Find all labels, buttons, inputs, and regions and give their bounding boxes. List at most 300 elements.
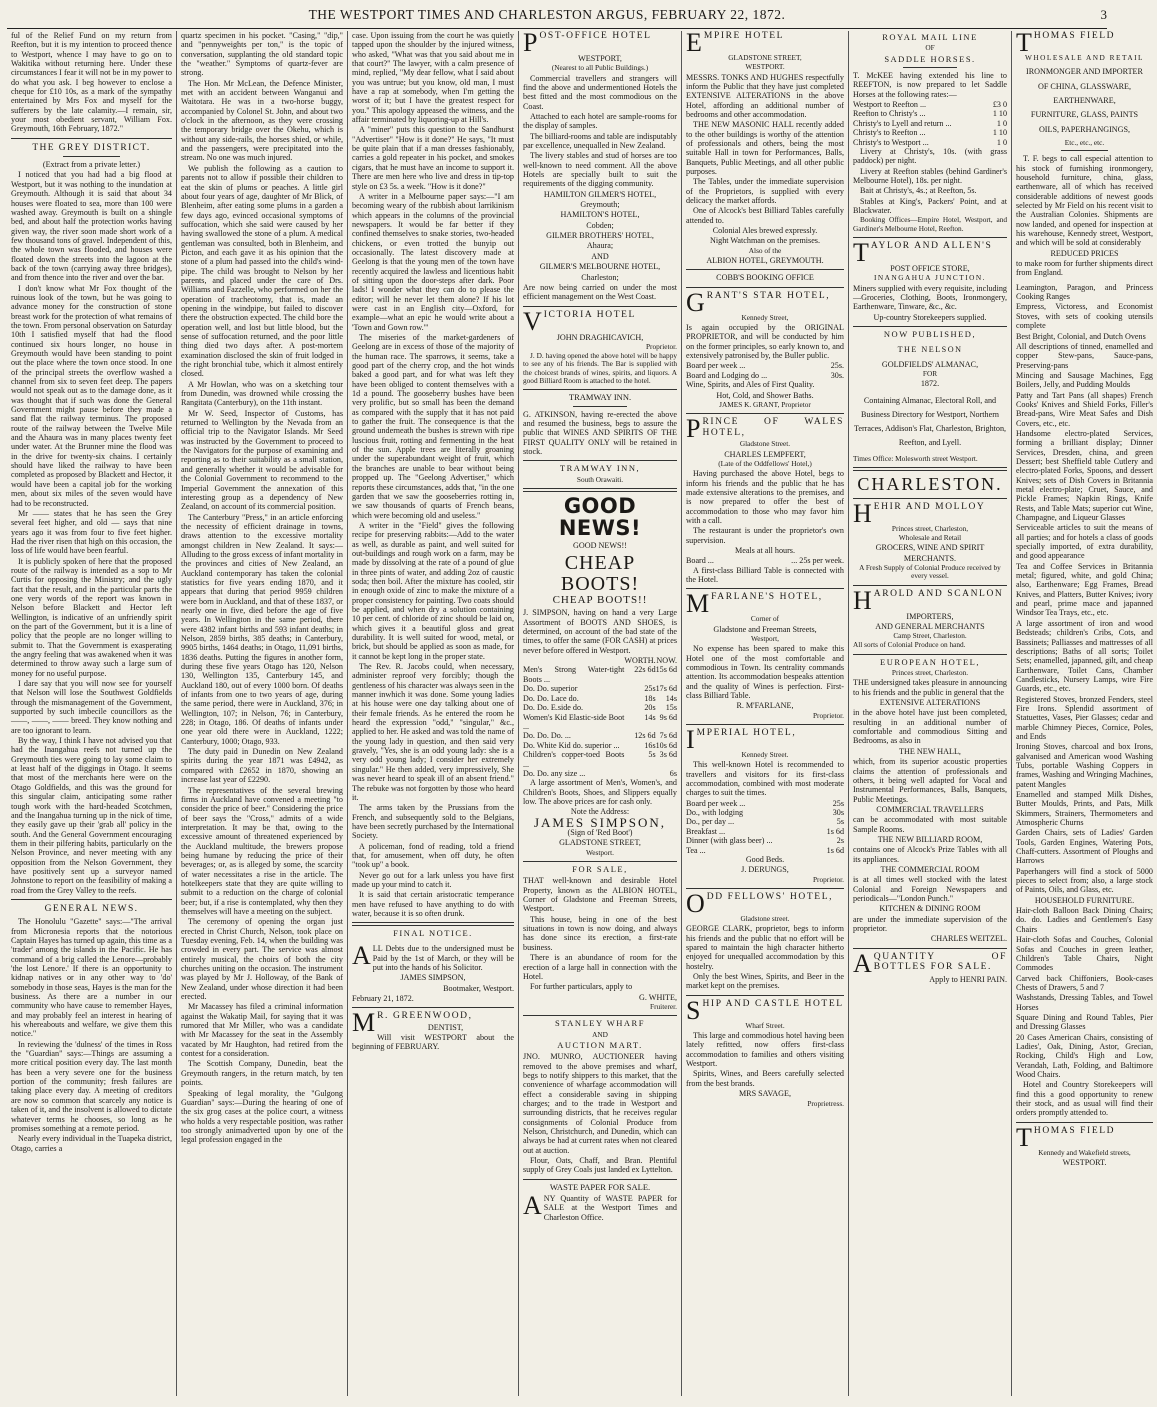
ad-subheading: Etc., etc., etc. bbox=[1064, 138, 1105, 148]
column-1 bbox=[7, 31, 177, 1396]
divider bbox=[63, 156, 119, 157]
prince-of-wales-heading: PRINCE OF WALES HOTEL, bbox=[686, 414, 844, 444]
taylor-allen-heading: TAYLOR AND ALLEN'S bbox=[853, 238, 993, 268]
household-furniture-heading: HOUSEHOLD FURNITURE. bbox=[1034, 895, 1135, 905]
dropcap: A bbox=[853, 948, 872, 978]
article-paragraph: I don't know what Mr Fox thought of the ruinous look of the town, but he was going to advance money for the construction of stone breast work for the protection of what remains of the town. From personal observation on Saturday 10th I satisfied myself that had the flood continued six hours longer, no house in Greymouth would have been standing to point out the place where the town once stood. In one of the principal streets the overflow washed a channel from six to seven feet deep. The papers would not speak out as to the damage done, as it was thought that if such was done the General Government might pause before they made a sand flat the railway terminus. The proposed route of the railway between the Twelve Mile and the Ahaura was in many places twenty feet under water. At the Brunner mine the flood was in the drive for twenty-six chains. I certainly should have liked the railway to have been completed as proposed by Blackett and Hector, it would have been a capital job for the working men, about six miles of the seven would have had to be reconstructed. bbox=[11, 283, 172, 508]
ad-paragraph: T. McKEE having extended his line to REEFTON, is now prepared to let Saddle Horses at the following rates:— bbox=[853, 70, 1007, 99]
divider bbox=[853, 467, 1007, 471]
royal-mail-heading: ROYAL MAIL LINE bbox=[882, 32, 978, 42]
divider bbox=[686, 413, 844, 414]
table-row: Board ... ... 25s per week. bbox=[686, 556, 844, 566]
page-number: 3 bbox=[1100, 7, 1107, 22]
dropcap: I bbox=[686, 725, 695, 754]
almanac-office: Times Office: Molesworth street Westport. bbox=[853, 453, 978, 463]
dropcap: M bbox=[352, 1008, 376, 1038]
ad-paragraph: A first-class Billiard Table is connected with the Hotel. bbox=[686, 565, 844, 585]
dropcap: T bbox=[1016, 1122, 1032, 1152]
divider bbox=[352, 1007, 514, 1008]
divider bbox=[686, 269, 844, 270]
imperial-price-table bbox=[686, 799, 844, 855]
ad-paragraph: T. F. begs to call especial attention to his stock of furnishing ironmongery, household furniture, china, glass, earthenware, all of which has received considerable additions of newest goods selected by Mr Field on his recent visit to the Australian Colonies. Shipments are now landed, and opened for inspection at his warehouse, Kennedy street, Westport, and which will be sold at considerably bbox=[1016, 154, 1153, 248]
list-item: Empress, Victoress, and Economist Stoves, with sets of cooking utensils complete bbox=[1016, 302, 1153, 331]
list-item: Hair-cloth Sofas and Couches, Colonial Sofas and Couches in green leather, Children's Table Chairs, Night Commodes bbox=[1016, 935, 1153, 973]
masthead bbox=[7, 5, 1107, 29]
grey-district-heading: THE GREY DISTRICT. bbox=[32, 142, 151, 153]
ad-line: Night Watchman on the premises. bbox=[710, 236, 820, 246]
news-paragraph: Nearly every individual in the Tuapeka district, Otago, carries a bbox=[11, 1134, 172, 1153]
greenwood-ad-subheading: DENTIST, bbox=[427, 1022, 464, 1032]
thomas-field-footer-heading: THOMAS FIELD bbox=[1016, 1122, 1116, 1152]
list-item: Handsome electro-plated Services, forming a brilliant display; Dinner Services, Dresden, china, and green Dessert; best Sheffield table Cutlery and electro-plated Forks, Spoons, and dessert Knives; sets of Dish Covers in Britannia metal electro-plate; Cruet, Sauce, and Pickle Frames; Napkin Rings, Knife Rests, and Table Mats; superior cut Wine, Champagne, and Liqueur Glasses bbox=[1016, 428, 1153, 523]
article-paragraph: By the way, I think I have not advised you that had the Inangahua reefs not turned up the Greymouth ties were going to lay some claim to at least half of the diggings in Otago. It seems that most of the merchants here were on the Otago Goldfields, and this was the ground for this singular claim, anticipating some rather tough work with the hard-headed Scotchmen, and the Inangahua turning up in the nick of time, they easily gave up their 'grab all' policy in the south. And the General Government encouraging them in their pilfering habits, particularly on the Nelson Province, and never meeting with any opposition from the Nelson Government, they have positively sent up a surveyor named Johnstone to report on the feasibility of making a road from the Grey Valley to the reefs. bbox=[11, 736, 172, 895]
column-2 bbox=[177, 31, 348, 1396]
ad-paragraph: THAT well-known and desirable Hotel Property, known as the ALBION HOTEL, Corner of Gladstone and Freeman Streets, Westport. bbox=[523, 876, 677, 914]
table-row: Do. Do. Lace do. 18s 14s bbox=[523, 693, 677, 703]
dropcap: S bbox=[686, 995, 701, 1025]
ad-subheading: Camp Street, Charleston. bbox=[893, 631, 967, 641]
ad-subheading: Wholesale and Retail bbox=[898, 532, 962, 542]
ad-paragraph: For further particulars, apply to bbox=[530, 982, 633, 992]
ad-paragraph: G. ATKINSON, having re-erected the above and resumed the business, begs to assure the public that WINES AND SPIRITS OF THE FIRST QUALITY ONLY will be retained in stock. bbox=[523, 409, 677, 457]
dropcap: P bbox=[523, 28, 538, 57]
final-notice-heading: FINAL NOTICE. bbox=[393, 927, 473, 938]
cheap-boots-headline: CHEAP BOOTS! bbox=[560, 552, 640, 596]
news-paragraph: The representatives of the several brewing firms in Auckland have convened a meeting "to consider the price of beer." Considering the price of beer says the "Cross," admits of a wide interpretation. It may be that, owing to the excessive amount of threatened experienced by the Auckland multitude, the brewers propose being humane by reducing the price of their beverages; or, as is alleged by some, the scarcity of water necessitates a rise in the article. The hotelkeepers state that they are quite willing to submit to a reduction on the charge of colonial beer; but, if a rise is contemplated, why then they themselves will have a meeting on the subject. bbox=[181, 785, 343, 916]
greenwood-ad-heading: M R. GREENWOOD, bbox=[352, 1008, 473, 1038]
board-price-table bbox=[686, 361, 844, 380]
ad-subheading: South Orawaiti. bbox=[576, 474, 624, 484]
ad-paragraph: No expense has been spared to make this Hotel one of the most comfortable and commodious in Town. Its centrality commands attention. Its accommodation bespeaks attention and the quality of Wines is perfection. First-class Billiard Table. bbox=[686, 644, 844, 701]
ad-line: Also of the bbox=[748, 245, 782, 255]
ad-paragraph: can be accommodated with most suitable Sample Rooms. bbox=[853, 815, 1007, 834]
ad-subheading: INANGAHUA JUNCTION. bbox=[873, 273, 986, 283]
grants-hotel-heading: GRANT'S STAR HOTEL, bbox=[686, 287, 831, 317]
heading-and: AND bbox=[592, 1029, 608, 1039]
boot-price-table bbox=[523, 656, 677, 778]
news-paragraph: The Rev. R. Jacobs could, when necessary, administer reproof very forcibly; though the gentleness of his character was always seen in the manner inwhich it was done. Some young ladies at his house were one day talking about one of their female friends. As he entered the room he heard the expression "odd," "singular," &c., applied to her. He asked and was told the name of the young lady in question, and then said very gravely, "Yes, she is an odd young lady: she is a very odd young lady; I consider her extremely singular." He then added, very impressively, She was never heard to speak ill of an absent friend." The rebuke was not forgotten by those who heard it. bbox=[352, 662, 514, 802]
column-4 bbox=[519, 28, 682, 1396]
divider bbox=[853, 498, 1007, 499]
ad-paragraph: A Fresh Supply of Colonial Produce received by every vessel. bbox=[859, 562, 1001, 581]
ad-line: Hot, Cold, and Shower Baths. bbox=[716, 390, 814, 400]
ad-paragraph: Hotel and Country Storekeepers will find this a good opportunity to renew their stock, and as usual will find their orders promptly attended to. bbox=[1016, 1080, 1153, 1118]
dropcap: H bbox=[853, 585, 872, 615]
thomas-field-heading: THOMAS FIELD bbox=[1016, 28, 1116, 57]
post-office-hotel-heading: POST-OFFICE HOTEL bbox=[523, 28, 652, 57]
final-notice-date: February 21, 1872. bbox=[352, 993, 414, 1003]
ad-subheading: Kennedy and Wakefield streets, bbox=[1038, 1147, 1131, 1157]
list-item: Registered Stoves, bronzed Fenders, steel Fire Irons. Splendid assortment of Statuettes, Vases, Pier Glasses; cedar and marble Chimney Pieces, Cornice, Poles, and Ends bbox=[1016, 694, 1153, 741]
ad-paragraph: Attached to each hotel are sample-rooms for the display of samples. bbox=[523, 112, 677, 131]
news-paragraph: The ceremony of opening the organ just erected in Christ Church, Nelson, took place on Tuesday evening, Feb. 14, when the building was crowded in every part. The service was almost entirely musical, the choirs of both the city churches uniting on the occasion. The instrument was played by Mr J. Holloway, of the Bank of New Zealand, under whose direction it had been erected. bbox=[181, 917, 343, 1002]
proprietor-note: (Late of the Oddfellows' Hotel,) bbox=[718, 458, 812, 468]
table-row: Christy's to Reefton ... 1 10 bbox=[853, 128, 1007, 138]
news-paragraph: Never go out for a lark unless you have first made up your mind to catch it. bbox=[352, 870, 514, 889]
ad-signature-title: Proprietor. bbox=[812, 874, 844, 884]
divider bbox=[523, 306, 677, 307]
list-item: Patty and Tart Pans (all shapes) French Cooks' Knives and Shield Forks, Filler's Bread-pans, Wire Meat Safes and Dish Covers, etc., etc. bbox=[1016, 390, 1153, 428]
oddfellows-hotel-heading: ODD FELLOWS' HOTEL, bbox=[686, 889, 834, 919]
ad-paragraph: J. D. having opened the above hotel will be happy to see any of his friends. The Bar is supplied with the choicest brands of wines, spirits, and liquors. A good Billiard Room is attached to the hotel. bbox=[523, 351, 677, 386]
divider bbox=[523, 1015, 677, 1016]
hotel-location: Charleston; bbox=[581, 272, 619, 282]
news-paragraph: A Mr Howlan, who was on a sketching tour from Dunedin, was drowned while crossing the Rangitata (Canterbury), on the 11th instant. bbox=[181, 379, 343, 408]
newspaper-page bbox=[7, 5, 1153, 1397]
heading-of: OF bbox=[925, 43, 935, 53]
list-item: Hair-cloth Balloon Back Dining Chairs; do. do. Ladies and Gentlemen's Easy Chairs bbox=[1016, 906, 1153, 934]
divider bbox=[903, 67, 957, 68]
ad-feature: THE COMMERCIAL ROOM bbox=[880, 864, 980, 874]
ad-feature: THE NEW BILLIARD ROOM, bbox=[877, 834, 983, 844]
ad-paragraph: Are now being carried on under the most efficient management on the West Coast. bbox=[523, 282, 677, 302]
ad-paragraph: Livery at Reefton stables (behind Gardiner's Melbourne Hotel), 18s. per night. bbox=[853, 166, 1007, 186]
divider bbox=[686, 287, 844, 288]
almanac-year: 1872. bbox=[920, 379, 940, 389]
ad-paragraph: Livery at Christy's, 10s. (with grass paddock) per night. bbox=[853, 147, 1007, 166]
ad-signature: G. WHITE, bbox=[639, 992, 677, 1002]
table-row: Women's Kid Elastic-side Boot ... 14s 9s 6d bbox=[523, 712, 677, 731]
table-row: Do. White Kid do. superior ... 16s 10s 6d bbox=[523, 740, 677, 750]
ad-paragraph: Spirits, Wines, and Beers carefully selected from the best brands. bbox=[686, 1069, 844, 1088]
ad-feature: COMMERCIAL TRAVELLERS bbox=[876, 804, 984, 814]
table-row: Breakfast ... 1s 6d bbox=[686, 826, 844, 836]
ad-paragraph: The restaurant is under the proprietor's own supervision. bbox=[686, 526, 844, 545]
divider bbox=[523, 460, 677, 461]
table-row: Reefton to Christy's ... 1 10 bbox=[853, 109, 1007, 119]
proprietor-name: CHARLES LEMPFERT, bbox=[724, 449, 806, 459]
ad-paragraph: Only the best Wines, Spirits, and Beer in the market kept on the premises. bbox=[686, 972, 844, 991]
ad-paragraph: GEORGE CLARK, proprietor, begs to inform his friends and the public that no effort will be spared to maintain the high character hitherto enjoyed for unequalled accommodation by this hostelry. bbox=[686, 924, 844, 971]
greenwood-ad-body: Will visit WESTPORT about the beginning of FEBRUARY. bbox=[352, 1033, 514, 1052]
ad-paragraph: J. SIMPSON, having on hand a very Large Assortment of BOOTS AND SHOES, is determined, on account of the bad state of the times, to offer the same (FOR CASH) at prices never before offered in Westport. bbox=[523, 608, 677, 655]
cobbs-heading: COBB'S BOOKING OFFICE bbox=[716, 273, 814, 283]
ad-feature: EXTENSIVE ALTERATIONS bbox=[879, 698, 981, 708]
final-notice-body: ALL Debts due to the undersigned must be Paid by the 1st of March, or they will be put into the hands of his Solicitor. bbox=[352, 941, 514, 972]
masthead-title: THE WESTPORT TIMES AND CHARLESTON ARGUS, FEBRUARY 22, 1872. bbox=[308, 7, 786, 22]
ad-paragraph: All sorts of Colonial Produce on hand. bbox=[853, 640, 966, 650]
dropcap: A bbox=[523, 1190, 542, 1220]
stanley-wharf-heading: STANLEY WHARF bbox=[555, 1018, 645, 1029]
table-row: Westport to Reefton ... £3 0 bbox=[853, 100, 1007, 110]
ad-paragraph: THE undersigned takes pleasure in announcing to his friends and the public in general that the bbox=[853, 678, 1007, 697]
ad-signature: J. DERUNGS, bbox=[741, 865, 789, 875]
harold-scanlon-heading: HAROLD AND SCANLON bbox=[853, 585, 1004, 615]
hotel-location: Cobden; bbox=[586, 220, 614, 230]
cheap-boots-sub: CHEAP BOOTS!! bbox=[552, 594, 648, 607]
divider bbox=[853, 948, 1007, 949]
ad-feature: THE NEW HALL, bbox=[899, 746, 961, 756]
letter-paragraph: ful of the Relief Fund on my return from Reefton, but it is my intention to proceed thence to Westport, whence I may have to go on to Wakitika without returning here. Under these circumstances I fear it will not be in my power to do what you ask. I beg however to enclose a cheque for £10 10s, as a mark of the sympathy entertained by Mrs Fox and myself for the sufferers by the late calamity.—I remain, sir, your most obedient servant, William Fox. Greymouth, 16th February, 1872." bbox=[11, 31, 172, 134]
ad-subheading: WESTPORT. bbox=[745, 62, 785, 72]
article-paragraph: I noticed that you had had a big flood at Westport, but it was nothing to the inundation at Greymouth. Although it is said that about 34 houses were floated to sea, more than 100 were washed away. Greymouth is built on a shingle bed, and about half the protection works having given way, the river soon made short work of a few thousand tons of gravel. Independent of this, the whole town was flooded, and houses were floated down the streets into the lagoon at the back of the town (carrying away three bridges), and from thence into the river and over the bar. bbox=[11, 170, 172, 283]
ad-paragraph: Stables at King's, Packers' Point, and at Blackwater. bbox=[853, 196, 1007, 216]
ad-paragraph: This large and commodious hotel having been lately refitted, now offers first-class accommodation to families and others visiting Westport. bbox=[686, 1031, 844, 1069]
list-item: Tea and Coffee Services in Britannia metal; figured, white, and gold China; also, Earthenware; Egg Frames, Bread Knives, and Platters, Butter Knives; ivory and pearl, prime mace and japanned Windsor Tea Trays, etc., etc. bbox=[1016, 561, 1153, 618]
dropcap: G bbox=[686, 287, 705, 317]
ad-paragraph: There is an abundance of room for the erection of a large hall in connection with the Hotel. bbox=[523, 953, 677, 981]
ad-paragraph: THE NEW MASONIC HALL recently added to the other buildings is worthy of the attention of professionals and others, being the most suitable Hall in town for Performances, Balls, Banquets, Public Meetings, and all other public purposes. bbox=[686, 120, 844, 177]
ad-paragraph: JNO. MUNRO, AUCTIONEER having removed to the above premises and wharf, begs to notify shippers to this market, that the convenience of wharfage accommodation will effect a considerable saving in shipping charges; and to the trade in Westport and surrounding districts, that he receives regular consignments of Colonial Produce from Nelson, Christchurch, and Dunedin, which can always be had at current rates when not cleared out at auction. bbox=[523, 1052, 677, 1155]
ad-signature-title: Proprietress. bbox=[807, 1098, 844, 1108]
ad-subheading: IMPORTERS, bbox=[906, 611, 954, 621]
ad-subheading: MERCHANTS. bbox=[903, 553, 957, 563]
list-item: Leamington, Paragon, and Princess Cooking Ranges bbox=[1016, 282, 1153, 302]
grey-district-subheading: (Extract from a private letter.) bbox=[42, 160, 141, 170]
european-hotel-heading: EUROPEAN HOTEL, bbox=[880, 656, 980, 667]
divider bbox=[686, 995, 844, 996]
table-row: Do. Do. any size ... 6s bbox=[523, 768, 677, 778]
ad-subheading: POST OFFICE STORE, bbox=[890, 264, 970, 274]
ad-subheading: OILS, PAPERHANGINGS, bbox=[1038, 124, 1131, 134]
news-paragraph: Mr Macassey has filed a criminal information against the Wakatip Mail, for saying that it was rumored that Mr Miller, who was a candidate with Mr Macassey for the seat in the Assembly vacated by Mr Haughton, had retired from the contest for a consideration. bbox=[181, 1002, 343, 1059]
dropcap: T bbox=[1016, 28, 1032, 57]
ad-feature: KITCHEN & DINING ROOM bbox=[879, 904, 981, 914]
ad-subheading: WESTPORT, bbox=[578, 54, 622, 63]
news-paragraph: The Scottish Company, Dunedin, beat the Greymouth rangers, in the return match, by ten points. bbox=[181, 1059, 343, 1088]
list-item: Paperhangers will find a stock of 5000 pieces to select from; also, a large stock of Paints, Oils, and Glass, etc. bbox=[1016, 866, 1153, 895]
ad-subheading: Princes street, Charleston. bbox=[891, 668, 969, 678]
hotel-and: AND bbox=[591, 251, 609, 261]
good-news-sub: GOOD NEWS!! bbox=[573, 540, 627, 550]
for-sale-heading: FOR SALE, bbox=[572, 864, 628, 875]
column-6 bbox=[849, 31, 1012, 1396]
article-paragraph: Mr —— states that he has seen the Grey several feet higher, and old — says that nine years ago it was from four to five feet higher. Had the river risen that high on this occasion, the loss of life would have been fearful. bbox=[11, 508, 172, 556]
ad-line: Meals at all hours. bbox=[734, 545, 796, 555]
dropcap: M bbox=[686, 589, 710, 619]
column-container bbox=[7, 28, 1153, 1396]
tramway-inn-heading: TRAMWAY INN, bbox=[559, 463, 641, 474]
divider bbox=[853, 654, 1007, 655]
list-item: All descriptions of tinned, enamelled and copper Stew-pans, Sauce-pans, Preserving-pans bbox=[1016, 341, 1153, 370]
list-item: A large assortment of iron and wood Bedsteads; children's Cribs, Cots, and Bassinets; Palliasses and mattresses of all descriptions; Baths of all sorts; Toilet Sets; enamelled, japanned, gilt, and cheap Earthenware, Toilet Cans, Chamber Candlesticks, Nursery Lamps, wire Fire Guards, etc., etc. bbox=[1016, 618, 1153, 694]
ship-castle-heading: SHIP AND CASTLE HOTEL bbox=[686, 995, 844, 1025]
news-paragraph: We publish the following as a caution to parents not to allow if possible their children to eat the skin of plums or peaches. A little girl about four years of age, daughter of Mr Blick, of Blenheim, after eating some plums in a garden a few days ago, evinced occasional symptoms of suffocation, which she said were caused by her having swallowed the stone of a plum. A medical gentleman was consulted, both in Blenheim, and Picton, and each gave it as his opinion that the stone of a plum had passed into the child's wind-pipe. The child was brought to Nelson by her parents, and placed under the care of Drs. Williams and Fazzelle, who performed on her the operation of tracheotomy, that is, made an opening in the windpipe, but failed to discover there the obstruction expected. The child bore the operation well, and lost but little blood, but the sense of suffocation returned, and the poor little thing died two days after. A post-mortem examination disclosed the skin of fruit lodged in the right bronchial tube, which it almost entirely closed. bbox=[181, 163, 343, 379]
ad-subheading: (Nearest to all Public Buildings.) bbox=[551, 63, 649, 73]
table-row: Tea ... 1s 6d bbox=[686, 845, 844, 855]
list-item: Garden Chairs, sets of Ladies' Garden Tools, Garden Engines, Watering Pots, Chaff-cutters. Assortment of Ploughs and Harrows bbox=[1016, 828, 1153, 866]
list-item: Best Bright, Colonial, and Dutch Ovens bbox=[1016, 331, 1146, 341]
table-row: Board per week ... 25s. bbox=[686, 361, 844, 371]
reduced-prices: REDUCED PRICES bbox=[1050, 248, 1119, 258]
board-price-table bbox=[686, 556, 844, 565]
ad-subheading: FURNITURE, GLASS, PAINTS bbox=[1030, 110, 1139, 120]
ad-paragraph: Is again occupied by the ORIGINAL PROPRIETOR, and will be conducted by him on the former principles, so early known to, and extensively patronised by, the Buller public. bbox=[686, 323, 844, 361]
ad-paragraph: This well-known Hotel is recommended to travellers and visitors for its first-class accommodation, combined with most moderate charges to suit the times. bbox=[686, 760, 844, 798]
imperial-hotel-heading: IMPERIAL HOTEL, bbox=[686, 725, 797, 754]
dropcap: E bbox=[686, 28, 702, 57]
divider bbox=[11, 899, 172, 900]
divider bbox=[523, 1179, 677, 1180]
list-item: Carved back Chiffoniers, Book-cases Chests of Drawers, 5 and 7 bbox=[1016, 973, 1153, 992]
hotel-name: GILMER BROTHERS' HOTEL, bbox=[546, 231, 654, 241]
good-news-headline: GOOD NEWS! bbox=[558, 493, 642, 540]
proprietor-title: Proprietor. bbox=[645, 341, 677, 351]
ad-subheading: Wharf Street. bbox=[745, 1020, 785, 1030]
mfarlanes-hotel-heading: MFARLANE'S HOTEL, bbox=[686, 589, 823, 619]
news-paragraph: case. Upon issuing from the court he was quietly tapped upon the shoulder by the injured witness, who asked, "What was that you said about me in that court?" The lawyer, with a calm presence of mind, replied, "My dear fellow, what I said about you was untrue; but you know, old man, I must have a rap at somebody, when I'm getting the worst of it; but I have the greatest respect for you." This apology appeased the witness, and the affair terminated by liquoring-up at Hill's. bbox=[352, 31, 514, 125]
hotel-location: Greymouth; bbox=[580, 200, 620, 210]
auction-mart-heading: AUCTION MART. bbox=[557, 1039, 643, 1050]
news-paragraph: The Canterbury "Press," in an article enforcing the necessity of efficient drainage in towns, draws attention to the excessive mortality amongst children in New Zealand. It says:—Alluding to the gross excess of infant mortality in the provinces and cities of New Zealand, an Auckland contemporary has taken the colonial statistics for five years ending 1870, and it appears that during that period 9959 children were born in Auckland, and that of these 1837, or nearly one in five, died before the age of five years. In Wellington in the same period, there were 4382 infant births and 593 infant deaths; in Nelson, 2859 births, 385 deaths; in Canterbury, 9905 births, 1464 deaths; in Otago, 11,091 births, 1836 deaths. Putting the figures in another form, during these five years Otago has 120, Nelson 130, Wellington 135, Canterbury 145, and Auckland 180, out of every 1000 born. Of deaths of infants from one to two years of age, during the same period, there were in Auckland, 376; in Wellington, 107; in Nelson, 76; in Canterbury, 228; in Otago, 186. Of deaths of infants under one year old there were in Auckland, 1222; Canterbury, 1000; Otago, 933. bbox=[181, 512, 343, 746]
news-paragraph: The arms taken by the Prussians from the French, and subsequently sold to the Belgians, have been secretly purchased by the International Society. bbox=[352, 803, 514, 841]
horse-rates-table bbox=[853, 100, 1007, 147]
list-item: Square Dining and Round Tables, Pier and Dressing Glasses bbox=[1016, 1012, 1153, 1032]
saddle-horses-heading: SADDLE HORSES. bbox=[884, 53, 976, 64]
bottles-heading: AQUANTITY OF BOTTLES FOR SALE. bbox=[853, 948, 1007, 978]
news-paragraph: It is said that certain aristocratic temperance men have refused to have anything to do with water, because it is so often drunk. bbox=[352, 890, 514, 918]
divider bbox=[686, 724, 844, 725]
divider bbox=[573, 406, 627, 407]
almanac-the-nelson: THE NELSON bbox=[897, 345, 963, 355]
ad-paragraph: Commercial travellers and strangers will find the above and undermentioned Hotels the best fitted and the most commodious on the Coast. bbox=[523, 73, 677, 111]
albion-hotel-heading: ALBION HOTEL, GREYMOUTH. bbox=[706, 256, 824, 266]
ad-paragraph: A large assortment of Men's, Women's, and Children's Boots, Shoes, and Slippers equally low. The above prices are for cash only. bbox=[523, 778, 677, 807]
table-row: Do., with lodging 30s bbox=[686, 808, 844, 818]
table-row: Men's Strong Water-tight Boots ... 22s 6d 15s 6d bbox=[523, 665, 677, 684]
ad-subheading: OF CHINA, GLASSWARE, bbox=[1038, 81, 1131, 91]
ad-paragraph: The billiard-rooms and table are indisputably par excellence, unequalled in New Zealand. bbox=[523, 131, 677, 151]
divider bbox=[853, 585, 1007, 586]
almanac-for: FOR bbox=[922, 369, 938, 379]
ad-subheading: EARTHENWARE, bbox=[1053, 95, 1116, 105]
list-item: Mincing and Sausage Machines, Egg Boilers, Jelly, and Pudding Moulds bbox=[1016, 370, 1153, 390]
list-item: Enamelled and stamped Milk Dishes, Butter Moulds, Prints, and Pats, Milk Skimmers, Strainers, Thermometers and Atmospheric Churns bbox=[1016, 790, 1153, 828]
table-row: Christy's to Westport ... 1 0 bbox=[853, 137, 1007, 147]
hotel-location: Ahaura; bbox=[586, 241, 614, 251]
ad-paragraph: in the above hotel have just been completed, resulting in an additional number of comfortable and commodious Sitting and Bedrooms, as also in bbox=[853, 708, 1007, 746]
table-row: Board and Lodging do ... 30s. bbox=[686, 370, 844, 380]
address-town: Westport. bbox=[586, 847, 614, 857]
ad-signature: R. M'FARLANE, bbox=[736, 701, 794, 711]
dropcap: T bbox=[853, 238, 869, 268]
ad-subheading: Gladstone street. bbox=[740, 914, 790, 924]
table-row: Do. Do. superior 25s 17s 6d bbox=[523, 684, 677, 694]
dropcap: P bbox=[686, 414, 701, 444]
charleston-section-heading: CHARLESTON. bbox=[857, 473, 1003, 494]
ad-paragraph: Flour, Oats, Chaff, and Bran. Plentiful supply of Grey Coals just landed ex Lyttelton. bbox=[523, 1155, 677, 1175]
news-paragraph: Mr W. Seed, Inspector of Customs, has returned to Wellington by the Nevada from an official trip to the Navigator Islands. Mr Seed was instructed by the Government to proceed to the Navigators for the purpose of examining and reporting as to their suitability as a small station, and generally whether it would be advisable for the Colonial Government to recommend to the Imperial Government the annexation of this interesting group as a dependency of New Zealand, on account of its commercial position. bbox=[181, 408, 343, 512]
ad-subheading: WHOLESALE AND RETAIL bbox=[1025, 53, 1144, 62]
news-paragraph: A writer in the "Field" gives the following recipe for preserving rabbits:—Add to the water as well, as durable as paint, and well suited for out-buildings and rough work on a farm, may be made by dissolving at the rate of a pound of glue in three pints of water, and adding 2oz of caustic soda; then boil. After the mixture has cooled, stir in enough oxide of zinc to make the mixture of a proper consistency for painting. Two coats should be applied, and when dry a solution containing 10 per cent. of chloride of zinc should be laid on, which gives it a beautiful gloss and great durability. It is well suited for wood, metal, or brick, but should be applied as soon as made, for it cannot be kept long in the proper state. bbox=[352, 520, 514, 661]
news-paragraph: The Hon. Mr McLean, the Defence Minister, met with an accident between Wanganui and Waitotara. He was in a two-horse buggy, accompanied by Colonel St. John, and about two o'clock in the afternoon, as they were crossing the temporary bridge over the Okehu, which is without any side-rails, the horses shied, or while, and the passengers, were precipitated into the stream. No one was much injured. bbox=[181, 78, 343, 163]
list-item: Ironing Stoves, charcoal and box Irons, galvanised and American wood Washing Tubs, portable Washing Coppers in frames, Washing and Wringing Machines, patent Mangles bbox=[1016, 742, 1153, 789]
ad-signature: CHARLES WEITZEL. bbox=[930, 934, 1007, 944]
divider bbox=[686, 588, 844, 589]
tramway-inn-heading: TRAMWAY INN. bbox=[568, 392, 632, 403]
news-paragraph: The miseries of the market-gardeners of Geelong are in excess of those of the majority of the human race. The sparrows, it seems, take a good part of the cherry crop, and the hot winds baked a good part, and for what was left they have been obliged to content themselves with a 1d a pound. The gooseberry bushes have been very prolific, but so small has been the demand as compared with the supply that it has not paid to gather the fruit. The consequence is that the ground underneath the bushes is strewn with ripe luscious fruit, rotting and fermenting in the heat of the sun. Apple trees are literally groaning under the superabundant weight of fruit, which the branches are unable to bear without being propped up. The "Geelong Advertiser," which reports these circumstances, adds that, "in the one garden that we saw the gooseberries rotting in, we saw thousands of quarts of French beans, which were becoming old and useless." bbox=[352, 333, 514, 520]
news-paragraph: The Honolulu "Gazette" says:—"The arrival from Micronesia reports that the notorious Captain Hayes has turned up again, this time as a 'trader' among the islands in the Pacific. He has command of a brig called the Lenore—probably 'the lost Lenore.' If there is an opportunity to kidnap natives or in any other way to 'do' somebody in those seas, Hayes is the man for the business. As there are a number in our community who have cause to remember Hayes, and may probably feel an interest in hearing of his whereabouts and welfare, we give them this notice." bbox=[11, 917, 172, 1039]
ad-paragraph: Wine, Spirits, and Ales of First Quality. bbox=[686, 380, 815, 390]
divider bbox=[352, 922, 514, 926]
ad-paragraph: Booking Offices—Empire Hotel, Westport, and Gardiner's Melbourne Hotel, Reefton. bbox=[853, 215, 1007, 233]
ad-subheading: WESTPORT. bbox=[1062, 1157, 1107, 1167]
news-paragraph: In reviewing the 'dulness' of the times in Ross the "Guardian" says:—Things are assuming a more critical position every day. The last month has been a very severe one for the business portion of the community; fresh failures are taking place every day. A meeting of creditors are now so common that scarcely any notice is taken of it, and the insolvent is allowed to dictate whatever terms he chooses, so long as he promises something at a remote period. bbox=[11, 1039, 172, 1133]
news-paragraph: A "miner" puts this question to the Sandhurst "Advertiser" "How is it done?" He says, "It must be quite plain that if a man dresses fashionably, carries a gold repeater in his pocket, and smokes cigars, that he must have an income to support it. There are men here who live and dress in tip-top style on £3 5s. a week. "How is it done?" bbox=[352, 125, 514, 191]
ad-paragraph: This house, being in one of the best situations in town is now doing, and always has done since its erection, a first-rate business. bbox=[523, 914, 677, 952]
list-item: Washstands, Dressing Tables, and Towel Horses bbox=[1016, 993, 1153, 1012]
list-item: 20 Cases American Chairs, consisting of Ladies', Oak, Dining, Astor, Grecian, Rocking, Child's High and Low, Verandah, Lath, Folding, and Baltimore Wood Chairs. bbox=[1016, 1032, 1153, 1079]
ad-paragraph: MESSRS. TONKS AND HUGHES respectfully inform the Public that they have just completed EXTENSIVE ALTERATIONS in the above Hotel, affording an additional number of bedrooms and other accommodation. bbox=[686, 72, 844, 119]
general-news-heading: GENERAL NEWS. bbox=[44, 903, 139, 914]
table-row: Christy's to Lyell and return ... 1 0 bbox=[853, 118, 1007, 128]
victoria-hotel-heading: VICTORIA HOTEL bbox=[523, 306, 636, 336]
dropcap: H bbox=[853, 498, 872, 528]
waste-paper-heading: WASTE PAPER FOR SALE. bbox=[549, 1181, 651, 1192]
table-row: Do. Do. E.side do. 20s 15s bbox=[523, 703, 677, 713]
waste-paper-body: ANY Quantity of WASTE PAPER for SALE at the Westport Times and Charleston Office. bbox=[523, 1190, 677, 1222]
hotel-name: GILMER'S MELBOURNE HOTEL, bbox=[539, 262, 661, 272]
ad-subheading: AND GENERAL MERCHANTS bbox=[875, 621, 985, 631]
ad-paragraph: Having purchased the above Hotel, begs to inform his friends and the public that he has made extensive alterations to the premises, and is now prepared to offer the best of accommodation to those who may favor him with a call. bbox=[686, 469, 844, 525]
article-paragraph: It is publicly spoken of here that the proposed route of the railway is intended as a sop to Mr Curtis for opposing the Ministry; and the ugly fact that the result, and in the particular parts the one very words of the report was known in Nelson before Blackett and Hector left Wellington, is indicative of an unfriendly spirit on the part of the Government, but it is a line of policy that the people are no longer willing to submit to. That the Government is exasperating the angry feeling that was awakened when it was determined to throw away such a large sum of money for no useful purpose. bbox=[11, 556, 172, 678]
ad-subheading: Westport, bbox=[751, 634, 779, 643]
column-7 bbox=[1012, 28, 1157, 1396]
ad-subheading: GLADSTONE STREET, bbox=[728, 53, 802, 62]
address-note: Note the Address: bbox=[570, 807, 630, 817]
empire-hotel-heading: EMPIRE HOTEL bbox=[686, 28, 785, 57]
table-row: Children's copper-toed Boots ... 5s 3s 6d bbox=[523, 750, 677, 769]
divider bbox=[686, 888, 844, 889]
ad-paragraph: is at all times well stocked with the latest Colonial and Foreign Newspapers and periodicals—"London Punch." bbox=[853, 875, 1007, 903]
address-sign: (Sign of 'Red Boot') bbox=[567, 828, 633, 838]
ad-paragraph: Apply to HENRI PAIN. bbox=[929, 974, 1007, 984]
article-paragraph: I dare say that you will now see for yourself that Nelson will lose the Southwest Goldfields through the mismanagement of the Government, supported by such imbecile councillors as the ——, ——, —— breed. They know nothing and are too ignorant to learn. bbox=[11, 679, 172, 735]
divider bbox=[853, 326, 1007, 327]
final-notice-signature: JAMES SIMPSON, bbox=[400, 973, 466, 983]
ad-line: Good Beds. bbox=[745, 855, 785, 865]
table-header-row: WORTH. NOW. bbox=[624, 656, 677, 666]
ad-signature-title: Proprietor. bbox=[812, 710, 844, 720]
ad-paragraph: to make room for further shipments direct from England. bbox=[1016, 259, 1153, 278]
ad-subheading: Kennedy Street. bbox=[741, 750, 789, 759]
hotel-name: HAMILTON GILMER'S HOTEL, bbox=[543, 189, 657, 199]
final-notice-signature-title: Bootmaker, Westport. bbox=[443, 983, 514, 993]
table-row: Do. Do. Do. ... 12s 6d 7s 6d bbox=[523, 731, 677, 741]
ad-line: Up-country Storekeepers supplied. bbox=[873, 312, 987, 322]
table-row: Board per week ... 25s bbox=[686, 798, 844, 808]
divider bbox=[11, 138, 172, 139]
ad-paragraph: The Tables, under the immediate supervision of the Proprietors, is supplied with every delicacy the market affords. bbox=[686, 177, 844, 206]
divider bbox=[523, 861, 677, 862]
proprietor-name: JOHN DRAGHICAVICH, bbox=[556, 332, 644, 342]
address-name: JAMES SIMPSON, bbox=[533, 814, 667, 830]
ad-subheading: Princes street, Charleston, bbox=[891, 523, 969, 533]
almanac-body: Containing Almanac, Electoral Roll, and Business Directory for Westport, Northern Terraces, Addison's Flat, Charleston, Brighton, Reefton, and Lyell. bbox=[853, 395, 1007, 447]
ad-line: Colonial Ales brewed expressly. bbox=[712, 226, 818, 236]
divider bbox=[523, 389, 677, 390]
divider bbox=[1061, 150, 1109, 151]
ad-subheading: IRONMONGER AND IMPORTER bbox=[1026, 67, 1143, 77]
news-paragraph: The duty paid in Dunedin on New Zealand spirits during the year 1871 was £4942, as compared with £2652 in 1870, showing an increase last year of £2290. bbox=[181, 747, 343, 785]
almanac-title: GOLDFIELDS' ALMANAC, bbox=[881, 359, 979, 369]
ad-signature: MRS SAVAGE, bbox=[738, 1089, 792, 1099]
ad-subheading: Gladstone Street. bbox=[739, 439, 791, 449]
ad-subheading: GROCERS, WINE AND SPIRIT bbox=[875, 543, 985, 553]
ad-paragraph: contains one of Alcock's Prize Tables with all its appliances. bbox=[853, 845, 1007, 864]
list-item: Serviceable articles to suit the means of all parties; and for hotels a class of goods specially imported, of extra durability, and good appearance bbox=[1016, 523, 1153, 561]
divider bbox=[523, 488, 677, 492]
ad-paragraph: Miners supplied with every requisite, including—Groceries, Clothing, Boots, Ironmongery, Earthenware, Tinware, &c., &c. bbox=[853, 283, 1007, 312]
ad-signature: JAMES K. GRANT, Proprietor bbox=[719, 399, 811, 409]
table-row: Do., per day ... 5s bbox=[686, 817, 844, 827]
dropcap: O bbox=[686, 889, 705, 919]
news-paragraph: quartz specimen in his pocket. "Casing," "dip," and "pennyweights per ton," is the topic of conversation, supplanting the old standard topic the "weather." Symptoms of quartz-fever are strong. bbox=[181, 31, 343, 78]
now-published-heading: NOW PUBLISHED, bbox=[883, 329, 977, 340]
table-row: Dinner (with glass beer) ... 2s bbox=[686, 836, 844, 846]
ad-subheading: Kennedy Street, bbox=[741, 312, 789, 322]
ad-subheading: Gladstone and Freeman Streets, bbox=[713, 624, 817, 634]
